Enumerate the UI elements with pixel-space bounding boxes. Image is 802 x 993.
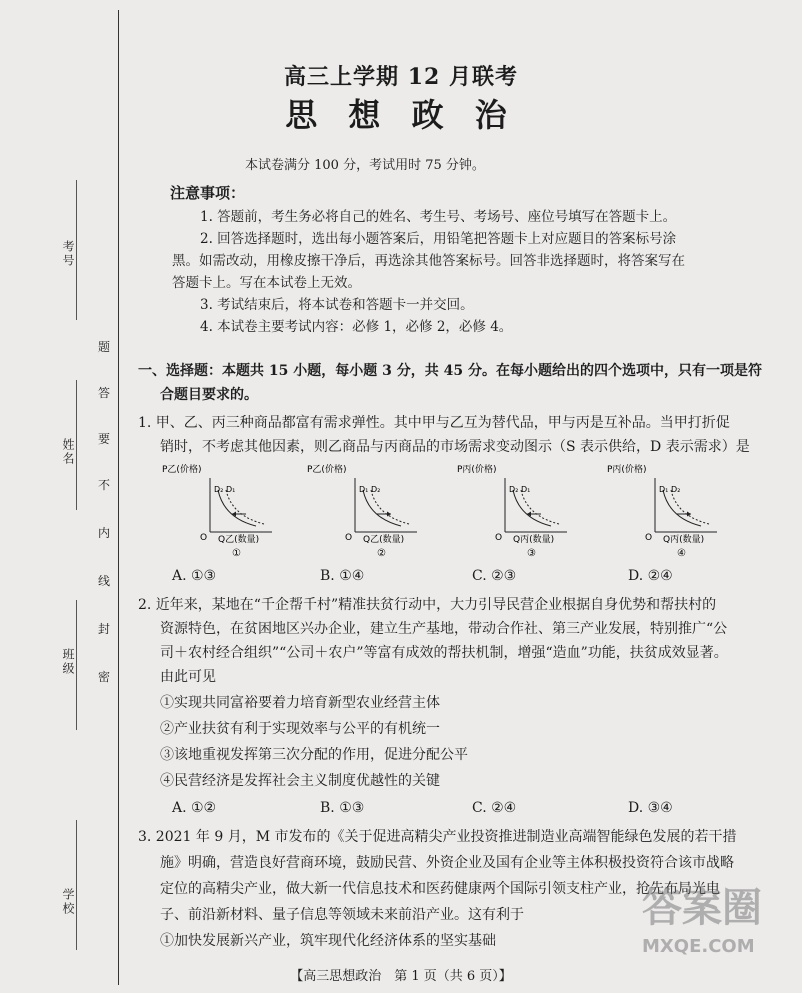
chart-number: ① — [232, 548, 241, 559]
notice-title: 注意事项： — [170, 184, 246, 202]
q3-statement: ①加快发展新兴产业，筑牢现代化经济体系的坚实基础 — [160, 933, 496, 949]
chart-origin: O — [645, 533, 653, 543]
chart-y-label: P乙(价格) — [307, 465, 347, 475]
sidebar-label-class: 班级 — [61, 648, 75, 676]
margin-word: 密 — [97, 670, 110, 684]
question-3-stem: 3. 2021 年 9 月，M 市发布的《关于促进高精尖产业投资推进制造业高端智能绿色发展的若干措 — [138, 829, 737, 845]
section-heading: 一、选择题：本题共 15 小题，每小题 3 分，共 45 分。在每小题给出的四个选项中，只有一项是符 — [138, 363, 762, 379]
demand-chart-4 — [605, 462, 725, 571]
fill-line-school — [76, 820, 77, 950]
notice-line: 2. 回答选择题时，选出每小题答案后，用铅笔把答题卡上对应题目的答案标号涂 — [200, 231, 677, 247]
margin-word: 不 — [97, 478, 110, 492]
demand-chart-1 — [160, 462, 280, 571]
chart-y-label: P丙(价格) — [607, 465, 647, 475]
exam-intro: 本试卷满分 100 分，考试用时 75 分钟。 — [245, 158, 485, 173]
q2-option-b: B. ①③ — [320, 800, 365, 816]
sidebar-label-exam-number: 考号 — [61, 240, 75, 268]
q2-statement: ②产业扶贫有利于实现效率与公平的有机统一 — [160, 721, 440, 737]
demand-chart-3 — [455, 462, 575, 571]
curve-label-right: D₂ — [671, 485, 681, 494]
chart-number: ④ — [677, 548, 686, 559]
margin-word: 答 — [97, 386, 110, 400]
watermark-text: 答案圈 — [642, 885, 762, 931]
margin-word: 封 — [97, 622, 110, 636]
chart-y-label: P乙(价格) — [162, 465, 202, 475]
margin-word: 线 — [97, 574, 110, 588]
chart-x-label: Q丙(数量) — [663, 535, 705, 545]
demand-chart-2 — [305, 462, 425, 571]
q2-option-d: D. ③④ — [628, 800, 673, 816]
question-3-stem-cont: 定位的高精尖产业，做大新一代信息技术和医药健康两个国际引领支柱产业，抢先布局光电 — [160, 881, 720, 897]
chart-x-label: Q丙(数量) — [513, 535, 555, 545]
curve-label-left: D₂ — [509, 485, 519, 494]
q2-option-a: A. ①② — [172, 800, 217, 816]
margin-word: 内 — [97, 526, 110, 540]
curve-label-right: D₂ — [371, 485, 381, 494]
chart-origin: O — [345, 533, 353, 543]
fill-line-class — [76, 600, 77, 730]
chart-number: ② — [377, 548, 386, 559]
chart-origin: O — [495, 533, 503, 543]
exam-name: 高三上学期 12 月联考 — [284, 64, 518, 90]
curve-label-right: D₁ — [521, 485, 531, 494]
question-2-stem-cont: 由此可见 — [160, 669, 216, 685]
margin-rule — [118, 10, 119, 985]
chart-number: ③ — [527, 548, 536, 559]
sidebar-label-school: 学校 — [61, 888, 75, 916]
question-2-stem: 2. 近年来，某地在“千企帮千村”精准扶贫行动中，大力引导民营企业根据自身优势和帮扶村的 — [138, 597, 717, 613]
sidebar-label-name: 姓名 — [61, 438, 75, 466]
fill-line-name — [76, 380, 77, 510]
notice-line: 3. 考试结束后，将本试卷和答题卡一并交回。 — [200, 297, 474, 313]
q2-option-c: C. ②④ — [472, 800, 517, 816]
notice-line: 1. 答题前，考生务必将自己的姓名、考生号、考场号、座位号填写在答题卡上。 — [200, 209, 677, 225]
chart-origin: O — [200, 533, 208, 543]
notice-line: 黑。如需改动，用橡皮擦干净后，再选涂其他答案标号。回答非选择题时，将答案写在 — [172, 253, 685, 269]
q1-option-b: B. ①④ — [320, 568, 365, 584]
question-3-stem-cont: 施》明确，营造良好营商环境，鼓励民营、外资企业及国有企业等主体积极投资符合该市战略 — [160, 855, 734, 871]
curve-label-left: D₁ — [659, 485, 669, 494]
curve-label-left: D₁ — [359, 485, 369, 494]
page-footer: 【高三思想政治 第 1 页（共 6 页）】 — [290, 969, 512, 984]
q1-option-d: D. ②④ — [628, 568, 673, 584]
chart-x-label: Q乙(数量) — [363, 535, 405, 545]
subject-title: 思 想 政 治 — [285, 96, 517, 134]
chart-x-label: Q乙(数量) — [218, 535, 260, 545]
margin-word: 题 — [97, 340, 110, 354]
margin-word: 要 — [97, 432, 110, 446]
section-heading-cont: 合题目要求的。 — [160, 387, 258, 403]
question-2-stem-cont: 司＋农村经合组织”“公司＋农户”等富有成效的帮扶机制，增强“造血”功能，扶贫成效显著。 — [160, 645, 728, 661]
chart-y-label: P丙(价格) — [457, 465, 497, 475]
curve-label-left: D₂ — [214, 485, 224, 494]
curve-label-right: D₁ — [226, 485, 236, 494]
q2-statement: ①实现共同富裕要着力培育新型农业经营主体 — [160, 695, 440, 711]
watermark-logo — [642, 880, 792, 985]
question-3-stem-cont: 子、前沿新材料、量子信息等领域未来前沿产业。这有利于 — [160, 907, 524, 923]
q2-statement: ③该地重视发挥第三次分配的作用，促进分配公平 — [160, 747, 468, 763]
notice-line: 答题卡上。写在本试卷上无效。 — [172, 275, 361, 291]
watermark-url: MXQE.COM — [642, 936, 755, 957]
q2-statement: ④民营经济是发挥社会主义制度优越性的关键 — [160, 773, 440, 789]
q1-option-c: C. ②③ — [472, 568, 517, 584]
notice-line: 4. 本试卷主要考试内容：必修 1，必修 2，必修 4。 — [200, 319, 513, 335]
q1-option-a: A. ①③ — [172, 568, 217, 584]
question-1-stem: 1. 甲、乙、丙三种商品都富有需求弹性。其中甲与乙互为替代品，甲与丙是互补品。当甲打折促 — [138, 415, 730, 431]
fill-line-exam-number — [76, 180, 77, 320]
question-1-stem-cont: 销时，不考虑其他因素，则乙商品与丙商品的市场需求变动图示（S 表示供给，D 表示需求）是 — [160, 439, 750, 455]
question-2-stem-cont: 资源特色，在贫困地区兴办企业，建立生产基地，带动合作社、第三产业发展，特别推广“公 — [160, 621, 728, 637]
